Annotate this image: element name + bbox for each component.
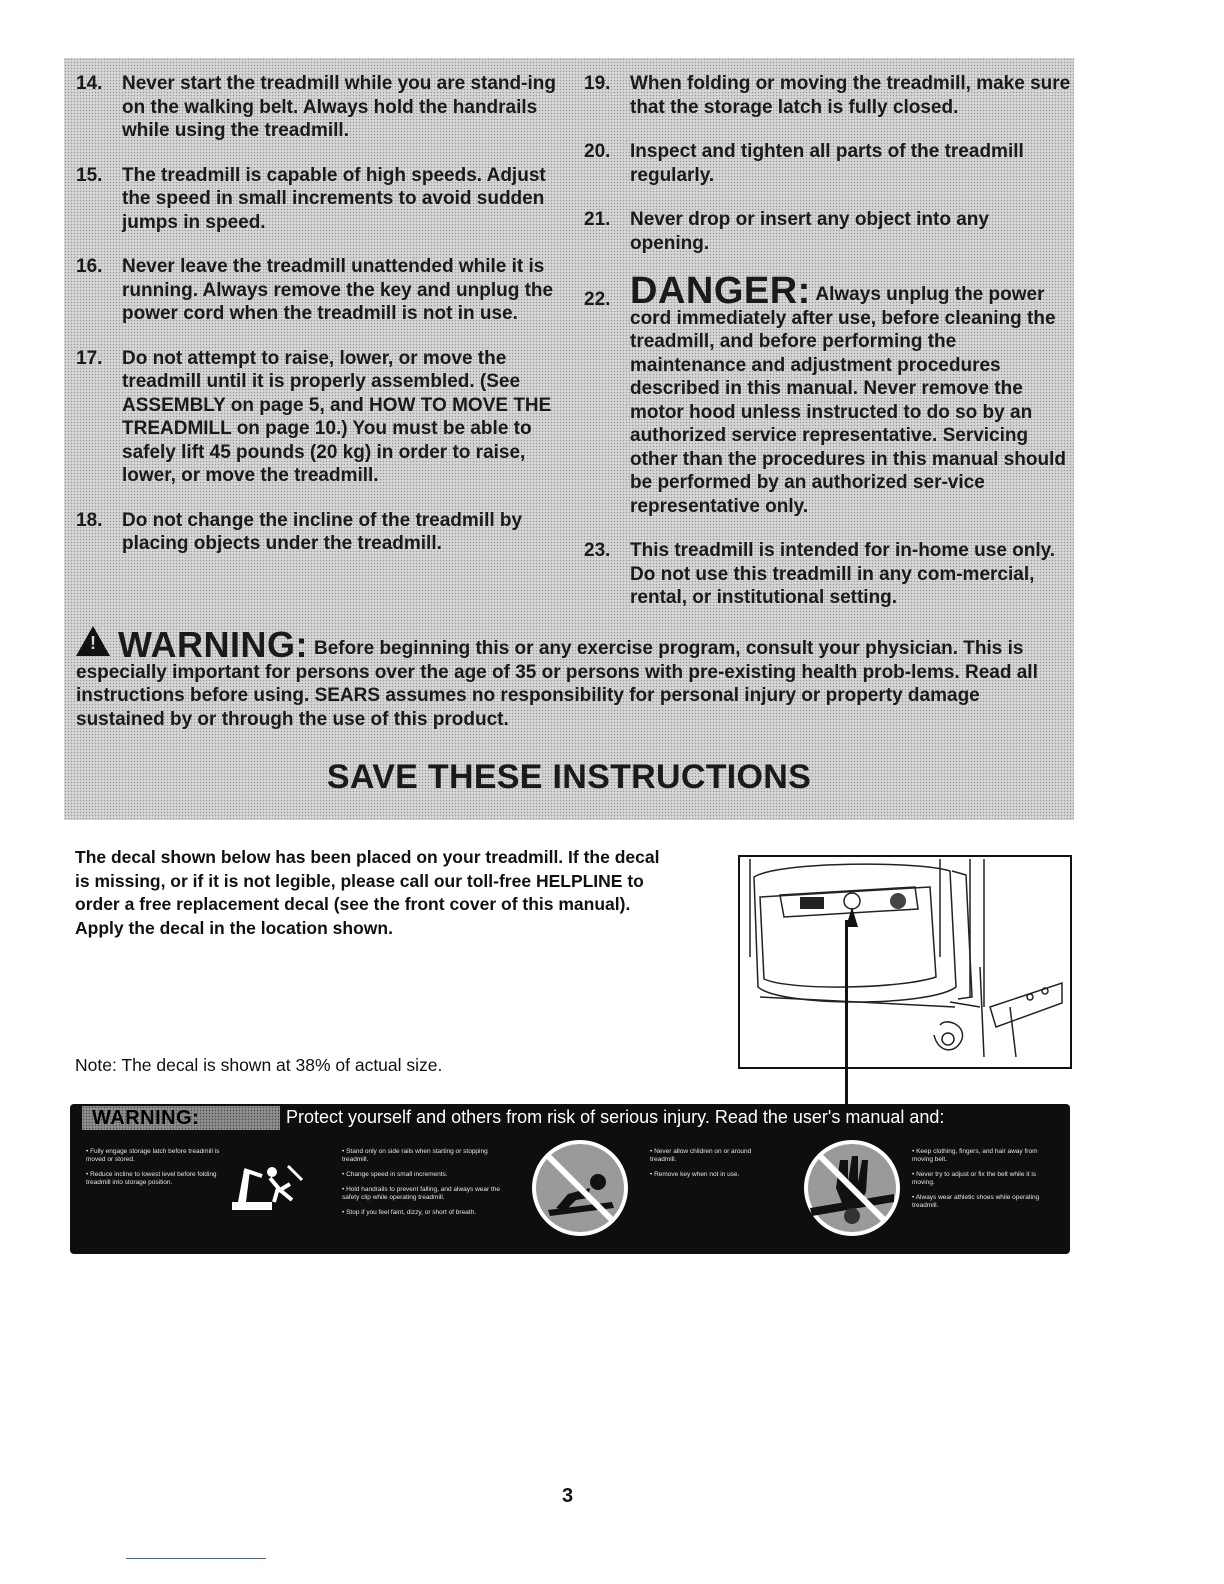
no-hands-near-belt-icon: [800, 1136, 904, 1240]
item-text: Do not change the incline of the treadmill by placing objects under the treadmill.: [122, 509, 523, 554]
decal-bullet: • Remove key when not in use.: [650, 1171, 740, 1178]
warning-block: [76, 626, 1066, 731]
item-19: [584, 72, 1072, 119]
decal-bullet: • Never try to adjust or fix the belt while it is moving.: [912, 1171, 1037, 1186]
decal-size-note: Note: The decal is shown at 38% of actual size.: [75, 1055, 443, 1075]
item-number: 22.: [584, 289, 611, 310]
item-number: 21.: [584, 209, 611, 230]
item-number: 23.: [584, 540, 611, 561]
page-number: 3: [561, 1485, 574, 1507]
decal-bullet: • Stand only on side rails when starting or stopping treadmill.: [342, 1148, 488, 1163]
save-instructions-title: SAVE THESE INSTRUCTIONS: [326, 758, 812, 796]
footer-line: [126, 1558, 266, 1559]
treadmill-decal-location-drawing: [738, 855, 1072, 1069]
item-text: Never leave the treadmill unattended while it is running. Always remove the key and unplug the power cord when the treadmill is not in use.: [122, 256, 554, 324]
item-18: [76, 509, 572, 556]
item-17: [76, 347, 572, 488]
item-text: Never start the treadmill while you are stand-ing on the walking belt. Always hold the handrails while using the treadmill.: [122, 73, 556, 141]
item-text: The treadmill is capable of high speeds. Adjust the speed in small increments to avoid sudden jumps in speed.: [122, 164, 546, 233]
decal-bullet: • Never allow children on or around treadmill.: [650, 1148, 752, 1163]
item-number: 19.: [584, 73, 611, 94]
item-number: 16.: [76, 256, 103, 277]
warning-triangle-icon: [76, 626, 110, 656]
item-23: [584, 539, 1072, 610]
decal-column-4: [912, 1148, 1052, 1217]
item-number: 20.: [584, 141, 611, 162]
item-text: Never drop or insert any object into any opening.: [630, 209, 989, 254]
warning-text: Before beginning this or any exercise program, consult your physician. This is especially important for persons over the age of 35 or persons with pre-existing health prob-lems. Read all instructions before using. SEARS assumes no responsibility for personal injury or property damage sustained by or through the use of this product.: [76, 638, 1038, 730]
decal-bullet: • Fully engage storage latch before treadmill is moved or stored.: [86, 1148, 220, 1163]
folding-treadmill-icon: [228, 1156, 328, 1216]
item-number: 17.: [76, 347, 103, 369]
item-22-danger: [584, 270, 1072, 518]
item-16: [76, 255, 572, 326]
decal-warning-tag: WARNING:: [82, 1106, 280, 1130]
decal-column-2: [342, 1148, 507, 1224]
item-number: 18.: [76, 509, 103, 531]
decal-bullet: • Hold handrails to prevent falling, and always wear the safety clip while operating treadmill.: [342, 1186, 501, 1201]
warning-heading: WARNING:: [118, 624, 308, 665]
item-text: This treadmill is intended for in-home use only. Do not use this treadmill in any com-mercial, rental, or institutional setting.: [630, 540, 1056, 608]
item-20: [584, 140, 1072, 187]
decal-heading: Protect yourself and others from risk of serious injury. Read the user's manual and:: [286, 1107, 945, 1127]
item-text: Inspect and tighten all parts of the treadmill regularly.: [630, 141, 1024, 186]
decal-bullet: • Change speed in small increments.: [342, 1171, 448, 1178]
decal-column-3: [650, 1148, 770, 1186]
decal-bullet: • Keep clothing, fingers, and hair away from moving belt.: [912, 1148, 1038, 1163]
decal-column-1: [86, 1148, 226, 1194]
danger-heading: DANGER:: [630, 270, 811, 312]
item-text: Do not attempt to raise, lower, or move the treadmill until it is properly assembled. (See ASSEMBLY on page 5, and HOW TO MOVE THE TREADMILL on page 10.) You must be able to safely lift 45 pounds (20 kg) in order to raise, lower, or move the treadmill.: [122, 347, 552, 486]
item-15: [76, 164, 572, 235]
item-21: [584, 208, 1072, 255]
danger-text: Always unplug the power cord immediately after use, before cleaning the treadmill, and before performing the maintenance and adjustment procedures described in this manual. Never remove the motor hood unless instructed to do so by an authorized service representative. Servicing other than the procedures in this manual should be performed by an authorized ser-vice representative only.: [630, 284, 1066, 517]
treadmill-illustration-icon: [740, 857, 1070, 1067]
decal-bullet: • Reduce incline to lowest level before folding treadmill into storage position.: [86, 1171, 217, 1186]
item-number: 15.: [76, 164, 103, 186]
item-number: 14.: [76, 73, 103, 94]
decal-intro-text: The decal shown below has been placed on your treadmill. If the decal is missing, or if it is not legible, please call our toll-free HELPLINE to order a free replacement decal (see the front cover of this manual). Apply the decal in the location shown.: [75, 847, 660, 938]
safety-panel: [64, 58, 1074, 820]
decal-bullet: • Stop if you feel faint, dizzy, or short of breath.: [342, 1209, 477, 1216]
warning-decal: [70, 1104, 1070, 1254]
decal-bullet: • Always wear athletic shoes while operating treadmill.: [912, 1194, 1040, 1209]
item-text: When folding or moving the treadmill, make sure that the storage latch is fully closed.: [630, 73, 1071, 118]
right-column: [584, 72, 1072, 631]
left-column: [76, 72, 572, 577]
item-14: [76, 72, 572, 143]
no-children-icon: [528, 1136, 632, 1240]
decal-location-arrow: [845, 920, 848, 1105]
